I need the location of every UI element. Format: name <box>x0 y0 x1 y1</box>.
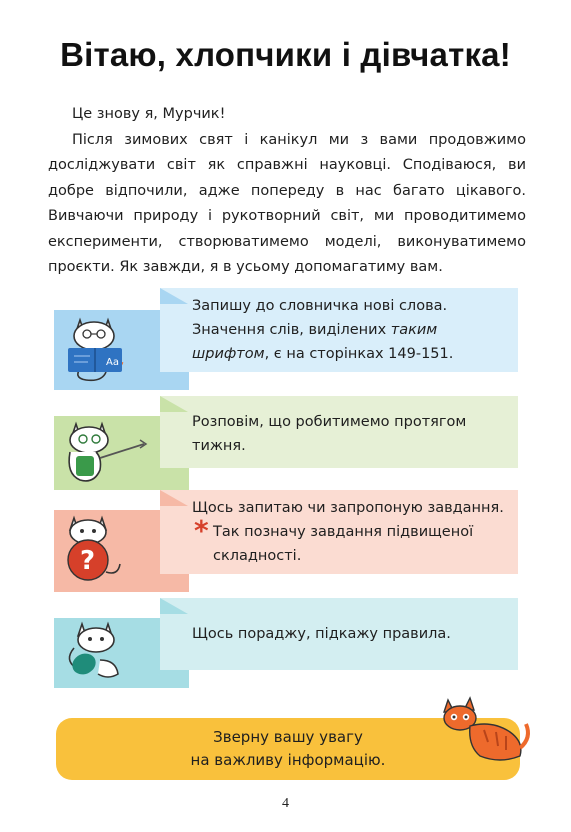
corner-fold <box>160 396 188 412</box>
page-title: Вітаю, хлопчики і дівчатка! <box>60 36 511 73</box>
book-label: Aa <box>106 357 119 368</box>
legend-tips <box>0 598 571 688</box>
dictionary-line-3: шрифтом, є на сторінках 149-151. <box>192 346 454 362</box>
intro-text <box>48 102 526 281</box>
teacher-cat-icon <box>60 414 150 486</box>
legend-text: Щось пораджу, підкажу правила. <box>192 626 451 642</box>
question-cat-icon <box>62 512 124 584</box>
legend-question <box>0 490 571 592</box>
legend-text <box>192 294 511 366</box>
corner-fold <box>160 288 188 304</box>
legend-text <box>192 496 511 520</box>
legend-text: Розповім, що робитимемо протягом тижня. <box>192 414 467 454</box>
question-line-1: Щось запитаю чи запропоную завдання. <box>192 500 504 516</box>
dictionary-line-1: Запишу до словничка нові слова. <box>192 298 448 314</box>
page-number: 4 <box>282 796 289 811</box>
corner-fold <box>160 598 188 614</box>
attention-line-2: на важливу інформацію. <box>190 751 386 769</box>
corner-fold <box>160 490 188 506</box>
attention-line-1: Зверну вашу увагу <box>213 728 363 746</box>
question-mark: ? <box>80 546 96 576</box>
intro-paragraph: Після зимових свят і канікул ми з вами продовжимо досліджувати світ як справжні науковці. Сподіваюся, ви добре відпочили, адже попереду в нас багато цікавого. Вивчаючи природу і рукотворний світ, ми проводитимемо експерименти, створюватимемо моделі, виконуватимемо проєкти. Як завжди, я в усьому допомагатиму вам. <box>48 131 526 275</box>
lightbulb-cat-icon <box>60 620 130 682</box>
orange-cat-icon <box>440 690 536 768</box>
reading-cat-icon <box>62 312 130 384</box>
dictionary-line-2: Значення слів, виділених таким <box>192 322 438 338</box>
asterisk-icon: * <box>194 514 209 547</box>
intro-greeting: Це знову я, Мурчик! <box>72 106 226 122</box>
hard-task-text: Так позначу завдання підвищеної складності. <box>213 524 474 564</box>
legend-plan <box>0 396 571 490</box>
legend-dictionary <box>0 288 571 390</box>
